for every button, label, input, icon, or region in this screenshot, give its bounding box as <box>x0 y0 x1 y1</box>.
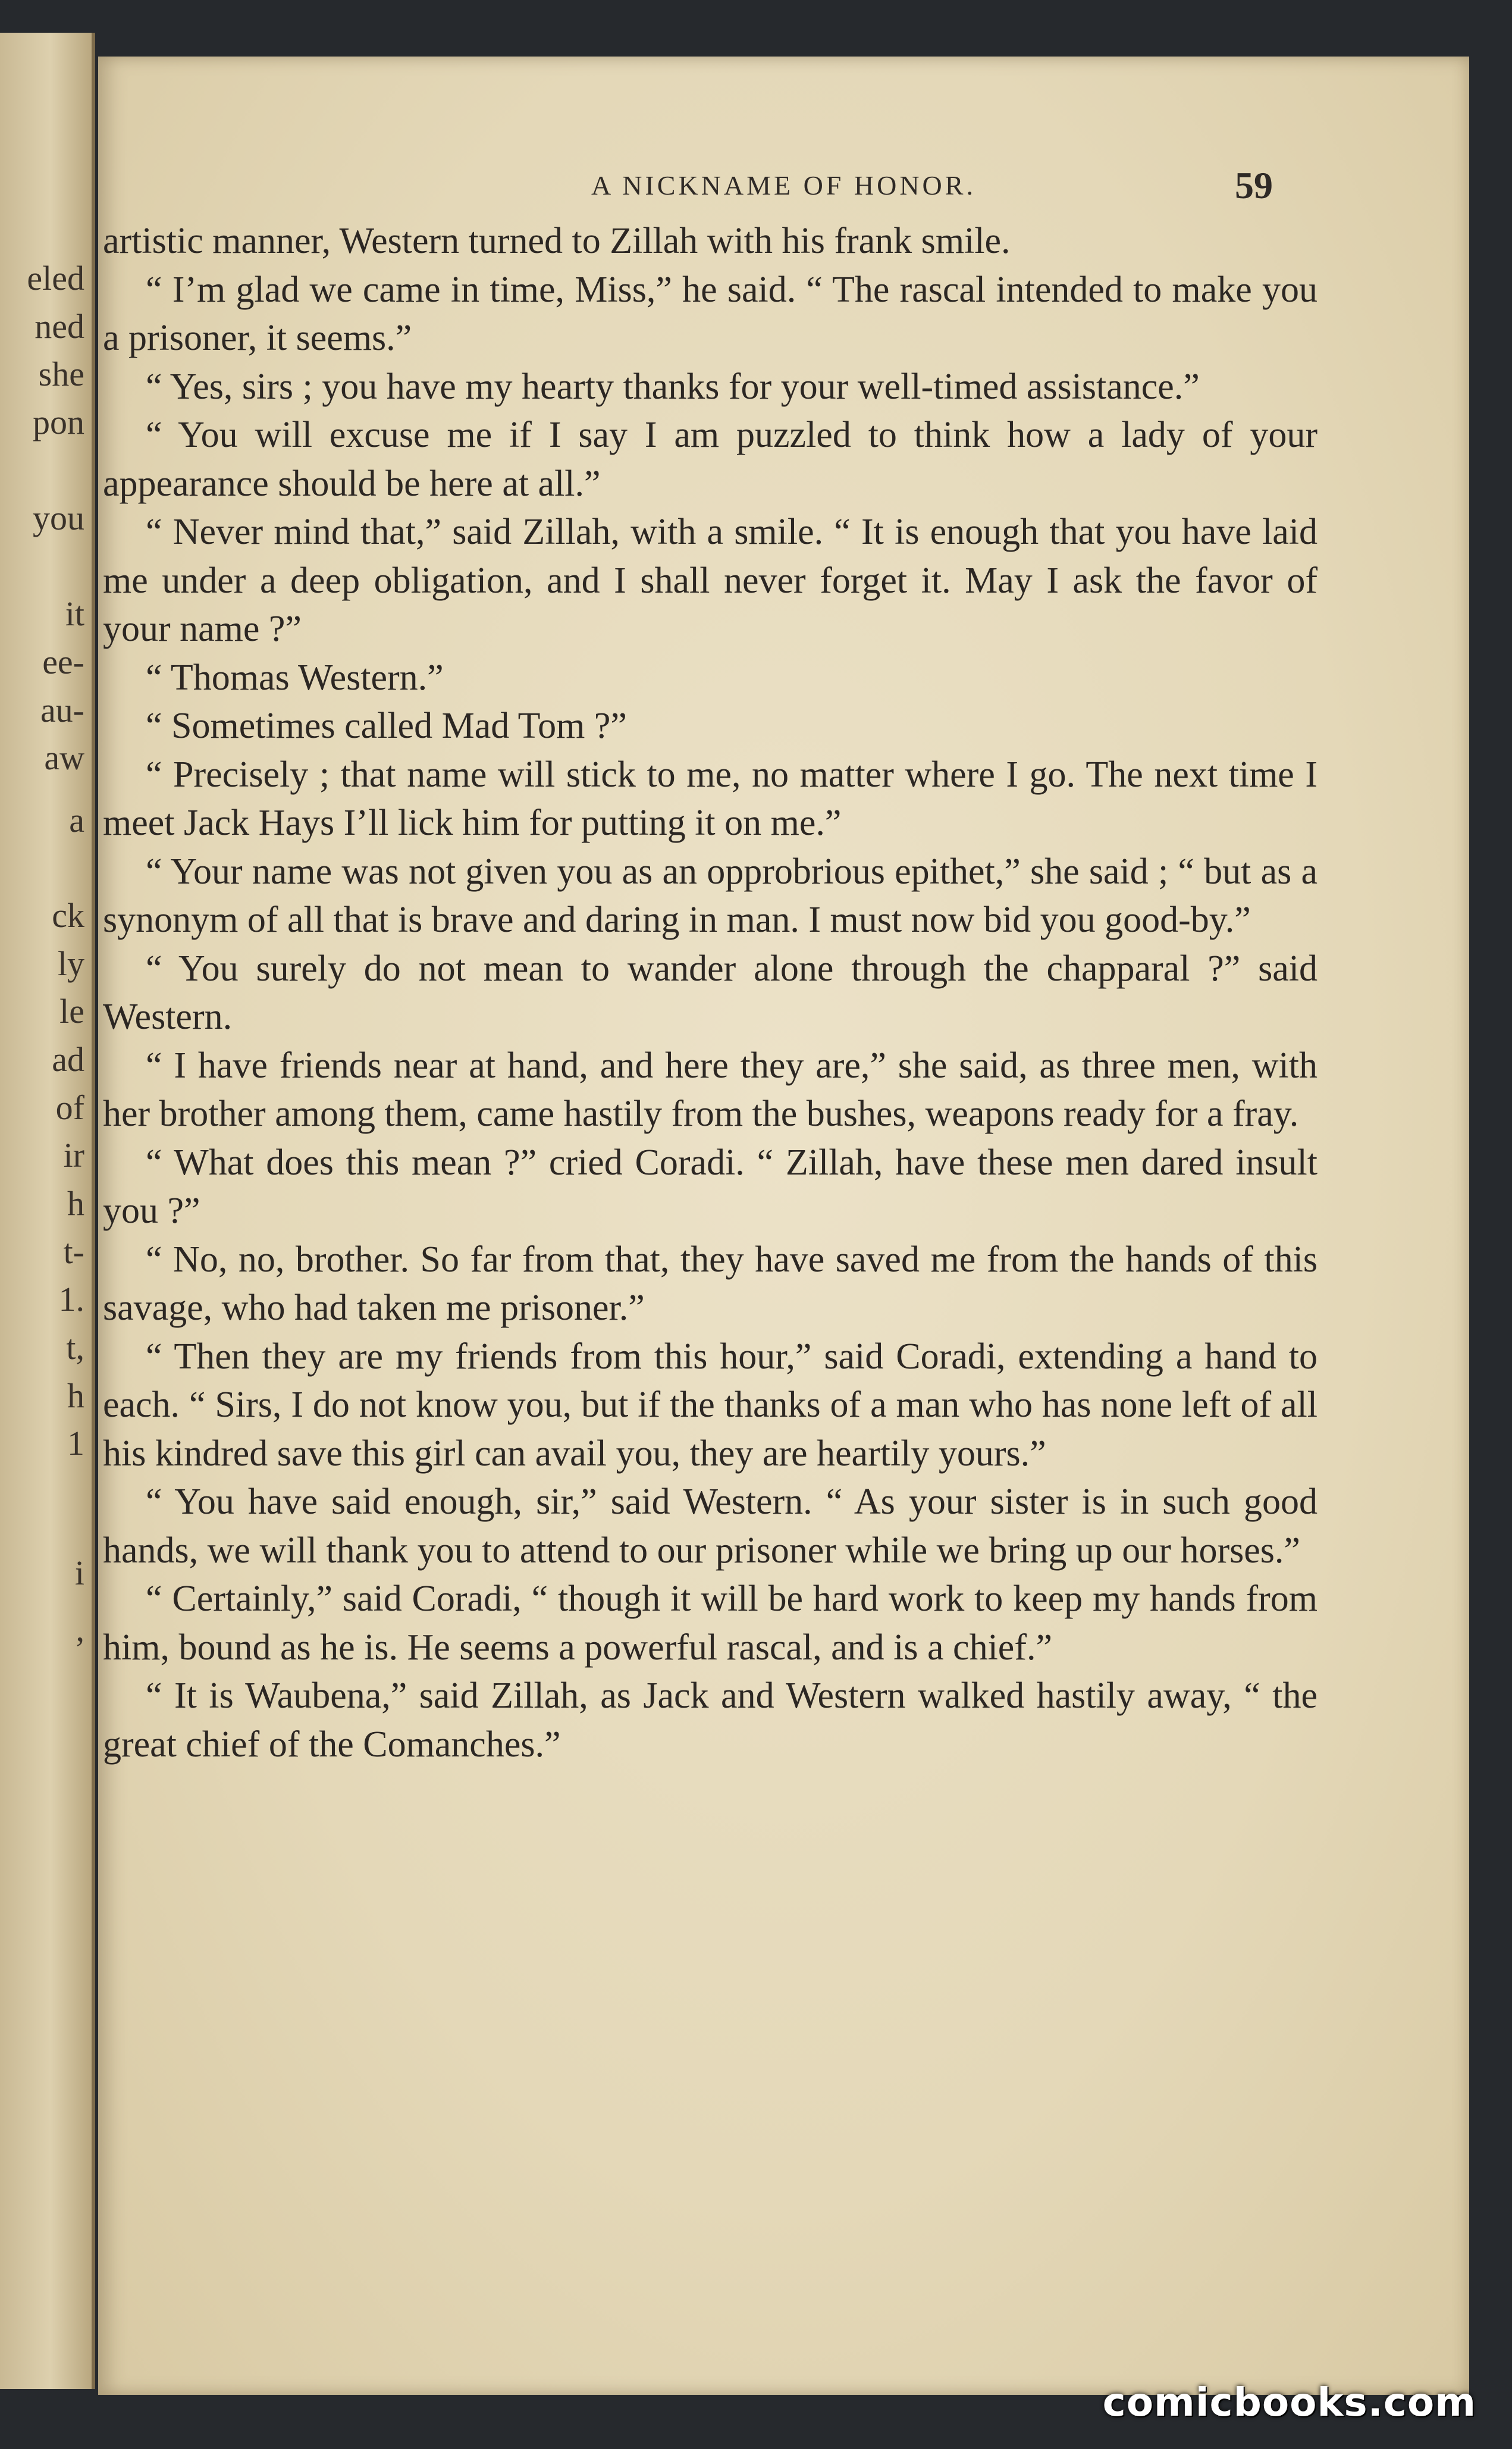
body-text <box>103 217 1317 1769</box>
left-page-fragment: ned <box>34 307 84 346</box>
left-page-fragment: eled <box>27 259 84 297</box>
left-page-fragment: ir <box>63 1136 84 1175</box>
paragraph: “ It is Waubena,” said Zillah, as Jack and Western walked hastily away, “ the great chief of the Comanches.” <box>103 1676 1317 1765</box>
left-page-fragment: she <box>38 355 84 393</box>
left-page-fragment: ad <box>52 1040 84 1079</box>
left-page-fragment: i <box>74 1554 84 1592</box>
left-page-fragment: h <box>67 1376 84 1415</box>
paragraph: “ You surely do not mean to wander alone through the chapparal ?” said Western. <box>103 948 1317 1037</box>
left-page-fragment: t, <box>66 1328 84 1367</box>
left-page-fragment: t- <box>63 1232 84 1271</box>
running-head-title: A NICKNAME OF HONOR. <box>591 170 976 201</box>
paragraph: artistic manner, Western turned to Zillah with his frank smile. <box>103 221 1011 261</box>
paragraph: “ Thomas Western.” <box>146 657 444 698</box>
left-page-fragment: it <box>65 594 84 633</box>
paragraph: “ You will excuse me if I say I am puzzled to think how a lady of your appearance should be here at all.” <box>103 415 1317 504</box>
paragraph: “ Certainly,” said Coradi, “ though it will be hard work to keep my hands from him, bound as he is. He seems a powerful rascal, and is a chief.” <box>103 1579 1317 1668</box>
left-page-fragment: of <box>55 1088 84 1127</box>
paragraph: “ You have said enough, sir,” said Western. “ As your sister is in such good hands, we will thank you to attend to our prisoner while we bring up our horses.” <box>103 1482 1317 1571</box>
book-page <box>98 57 1469 2395</box>
paragraph: “ I have friends near at hand, and here they are,” she said, as three men, with her brother among them, came hastily from the bushes, weapons ready for a fray. <box>103 1045 1317 1134</box>
left-page-fragment: au- <box>40 691 84 729</box>
paragraph: “ Never mind that,” said Zillah, with a smile. “ It is enough that you have laid me under a deep obligation, and I shall never forget it. May I ask the favor of your name ?” <box>103 512 1317 649</box>
left-page-fragment: le <box>59 992 84 1031</box>
paragraph: “ What does this mean ?” cried Coradi. “ Zillah, have these men dared insult you ?” <box>103 1142 1317 1231</box>
left-page-fragment: 1 <box>67 1424 84 1462</box>
paragraph: “ Your name was not given you as an opprobrious epithet,” she said ; “ but as a synonym of all that is brave and daring in man. I must now bid you good-by.” <box>103 851 1317 940</box>
paragraph: “ Yes, sirs ; you have my hearty thanks for your well-timed assistance.” <box>146 366 1200 407</box>
left-page-fragment: 1. <box>58 1280 84 1319</box>
left-page-fragment: h <box>67 1184 84 1223</box>
page-number: 59 <box>1235 164 1273 206</box>
left-page-fragment: pon <box>33 403 84 441</box>
paragraph: “ Precisely ; that name will stick to me, no matter where I go. The next time I meet Jack Hays I’ll lick him for putting it on me.” <box>103 754 1317 843</box>
left-page-fragment: , <box>76 1610 84 1649</box>
watermark-logo: comicbooks.com <box>1102 2379 1476 2425</box>
paragraph: “ Sometimes called Mad Tom ?” <box>146 706 627 746</box>
left-page-fragment: aw <box>44 738 84 777</box>
left-page-fragment: ly <box>57 944 84 983</box>
left-page-fragment: ee- <box>42 643 84 681</box>
paragraph: “ No, no, brother. So far from that, they have saved me from the hands of this savage, who had taken me prisoner.” <box>103 1239 1317 1328</box>
paragraph: “ Then they are my friends from this hour,” said Coradi, extending a hand to each. “ Sirs, I do not know you, but if the thanks of a man who has none left of all his kindred save this girl can avail you, they are heartily yours.” <box>103 1336 1317 1474</box>
left-page-edge <box>0 33 95 2389</box>
left-page-fragment: a <box>69 801 84 840</box>
left-page-fragment: ck <box>52 896 84 935</box>
paragraph: “ I’m glad we came in time, Miss,” he said. “ The rascal intended to make you a prisoner, it seems.” <box>103 269 1317 358</box>
left-page-fragment: you <box>33 499 84 537</box>
